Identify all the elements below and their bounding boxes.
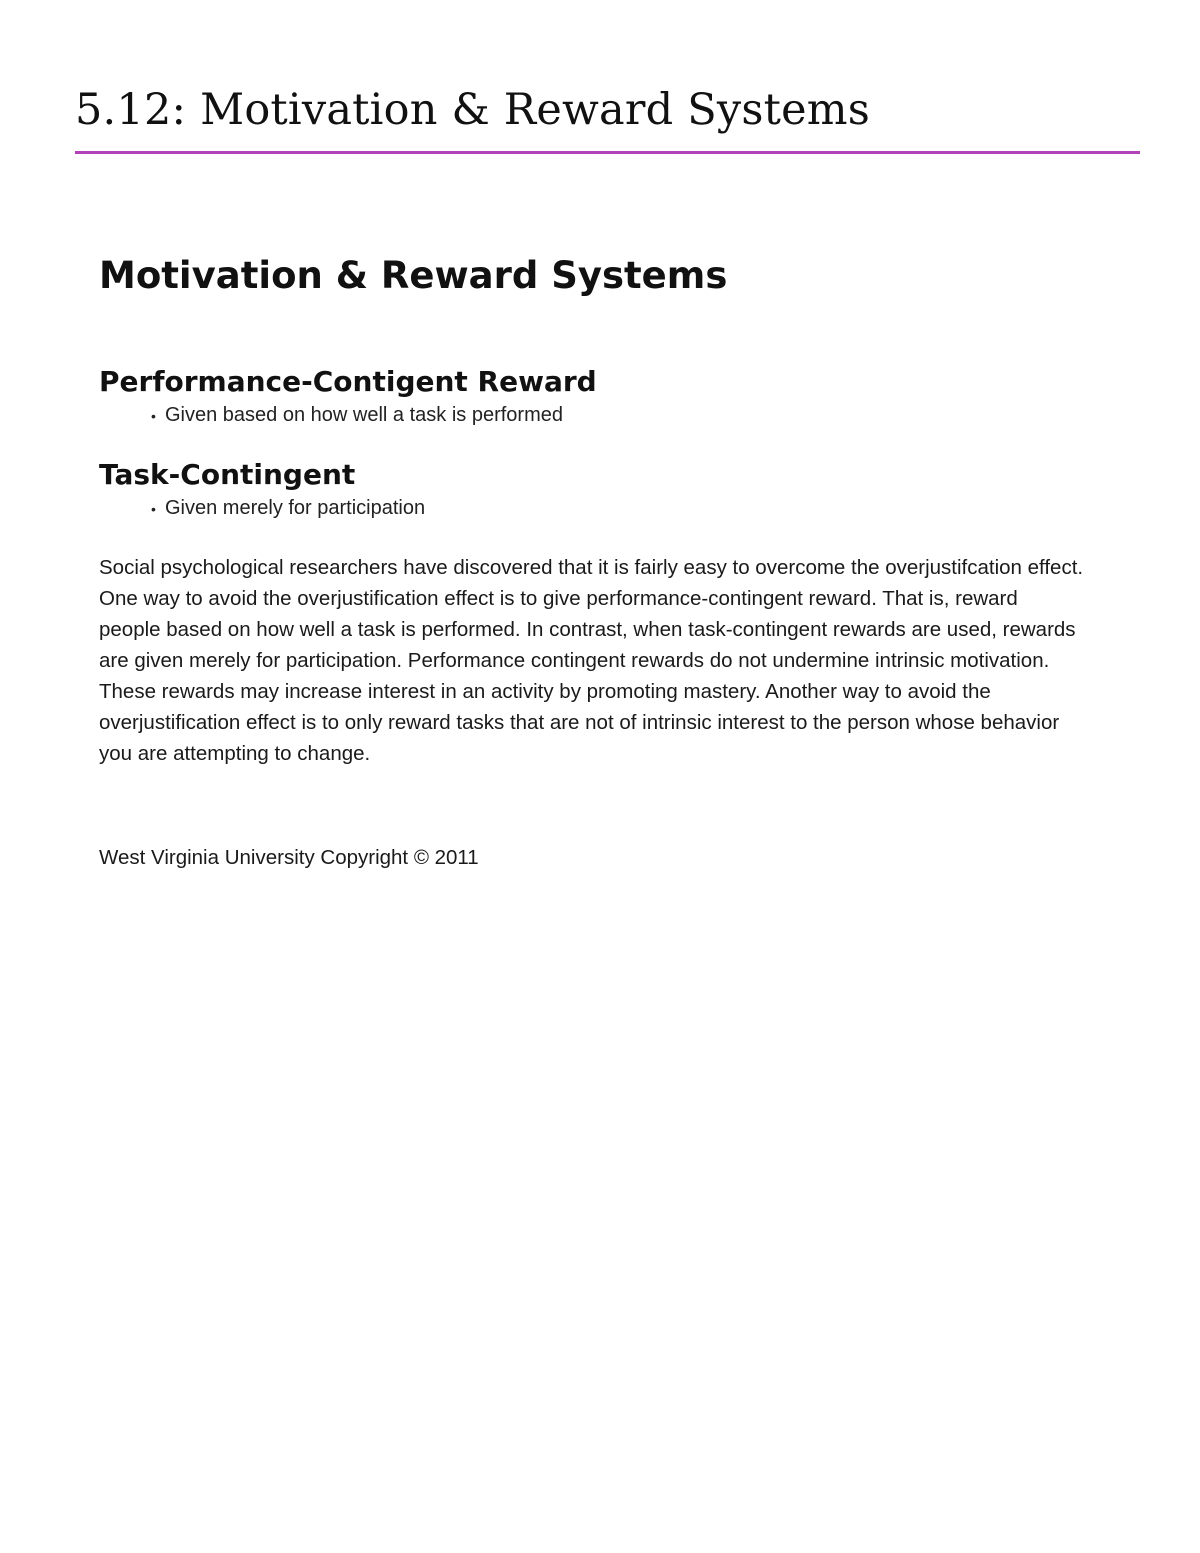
body-paragraph: Social psychological researchers have discovered that it is fairly easy to overcome the overjustifcation effect. One way to avoid the overjustification effect is to give performance-contingent reward. That is, reward people based on how well a task is performed. In contrast, when task-contingent rewards are used, rewards are given merely for participation. Performance contingent rewards do not undermine intrinsic motivation. These rewards may increase interest in an activity by promoting mastery. Another way to avoid the overjustification effect is to only reward tasks that are not of intrinsic interest to the person whose behavior you are attempting to change. <box>99 556 1084 765</box>
list-item <box>151 402 1089 429</box>
main-content <box>99 250 1089 872</box>
section-heading: Motivation & Reward Systems <box>99 254 728 297</box>
page-header <box>75 82 1140 138</box>
subsection-performance-contingent: Performance-Contigent Reward <box>99 365 597 398</box>
page-title: 5.12: Motivation & Reward Systems <box>75 85 871 135</box>
copyright-notice: West Virginia University Copyright © 2011 <box>99 846 479 869</box>
bullet-list-task <box>99 495 1089 522</box>
bullet-icon: • <box>151 501 156 517</box>
list-item <box>151 495 1089 522</box>
title-divider <box>75 151 1140 154</box>
list-item-text: Given based on how well a task is performed <box>165 404 563 426</box>
bullet-icon: • <box>151 408 156 424</box>
bullet-list-performance <box>99 402 1089 429</box>
list-item-text: Given merely for participation <box>165 497 426 519</box>
subsection-task-contingent: Task-Contingent <box>99 458 356 491</box>
